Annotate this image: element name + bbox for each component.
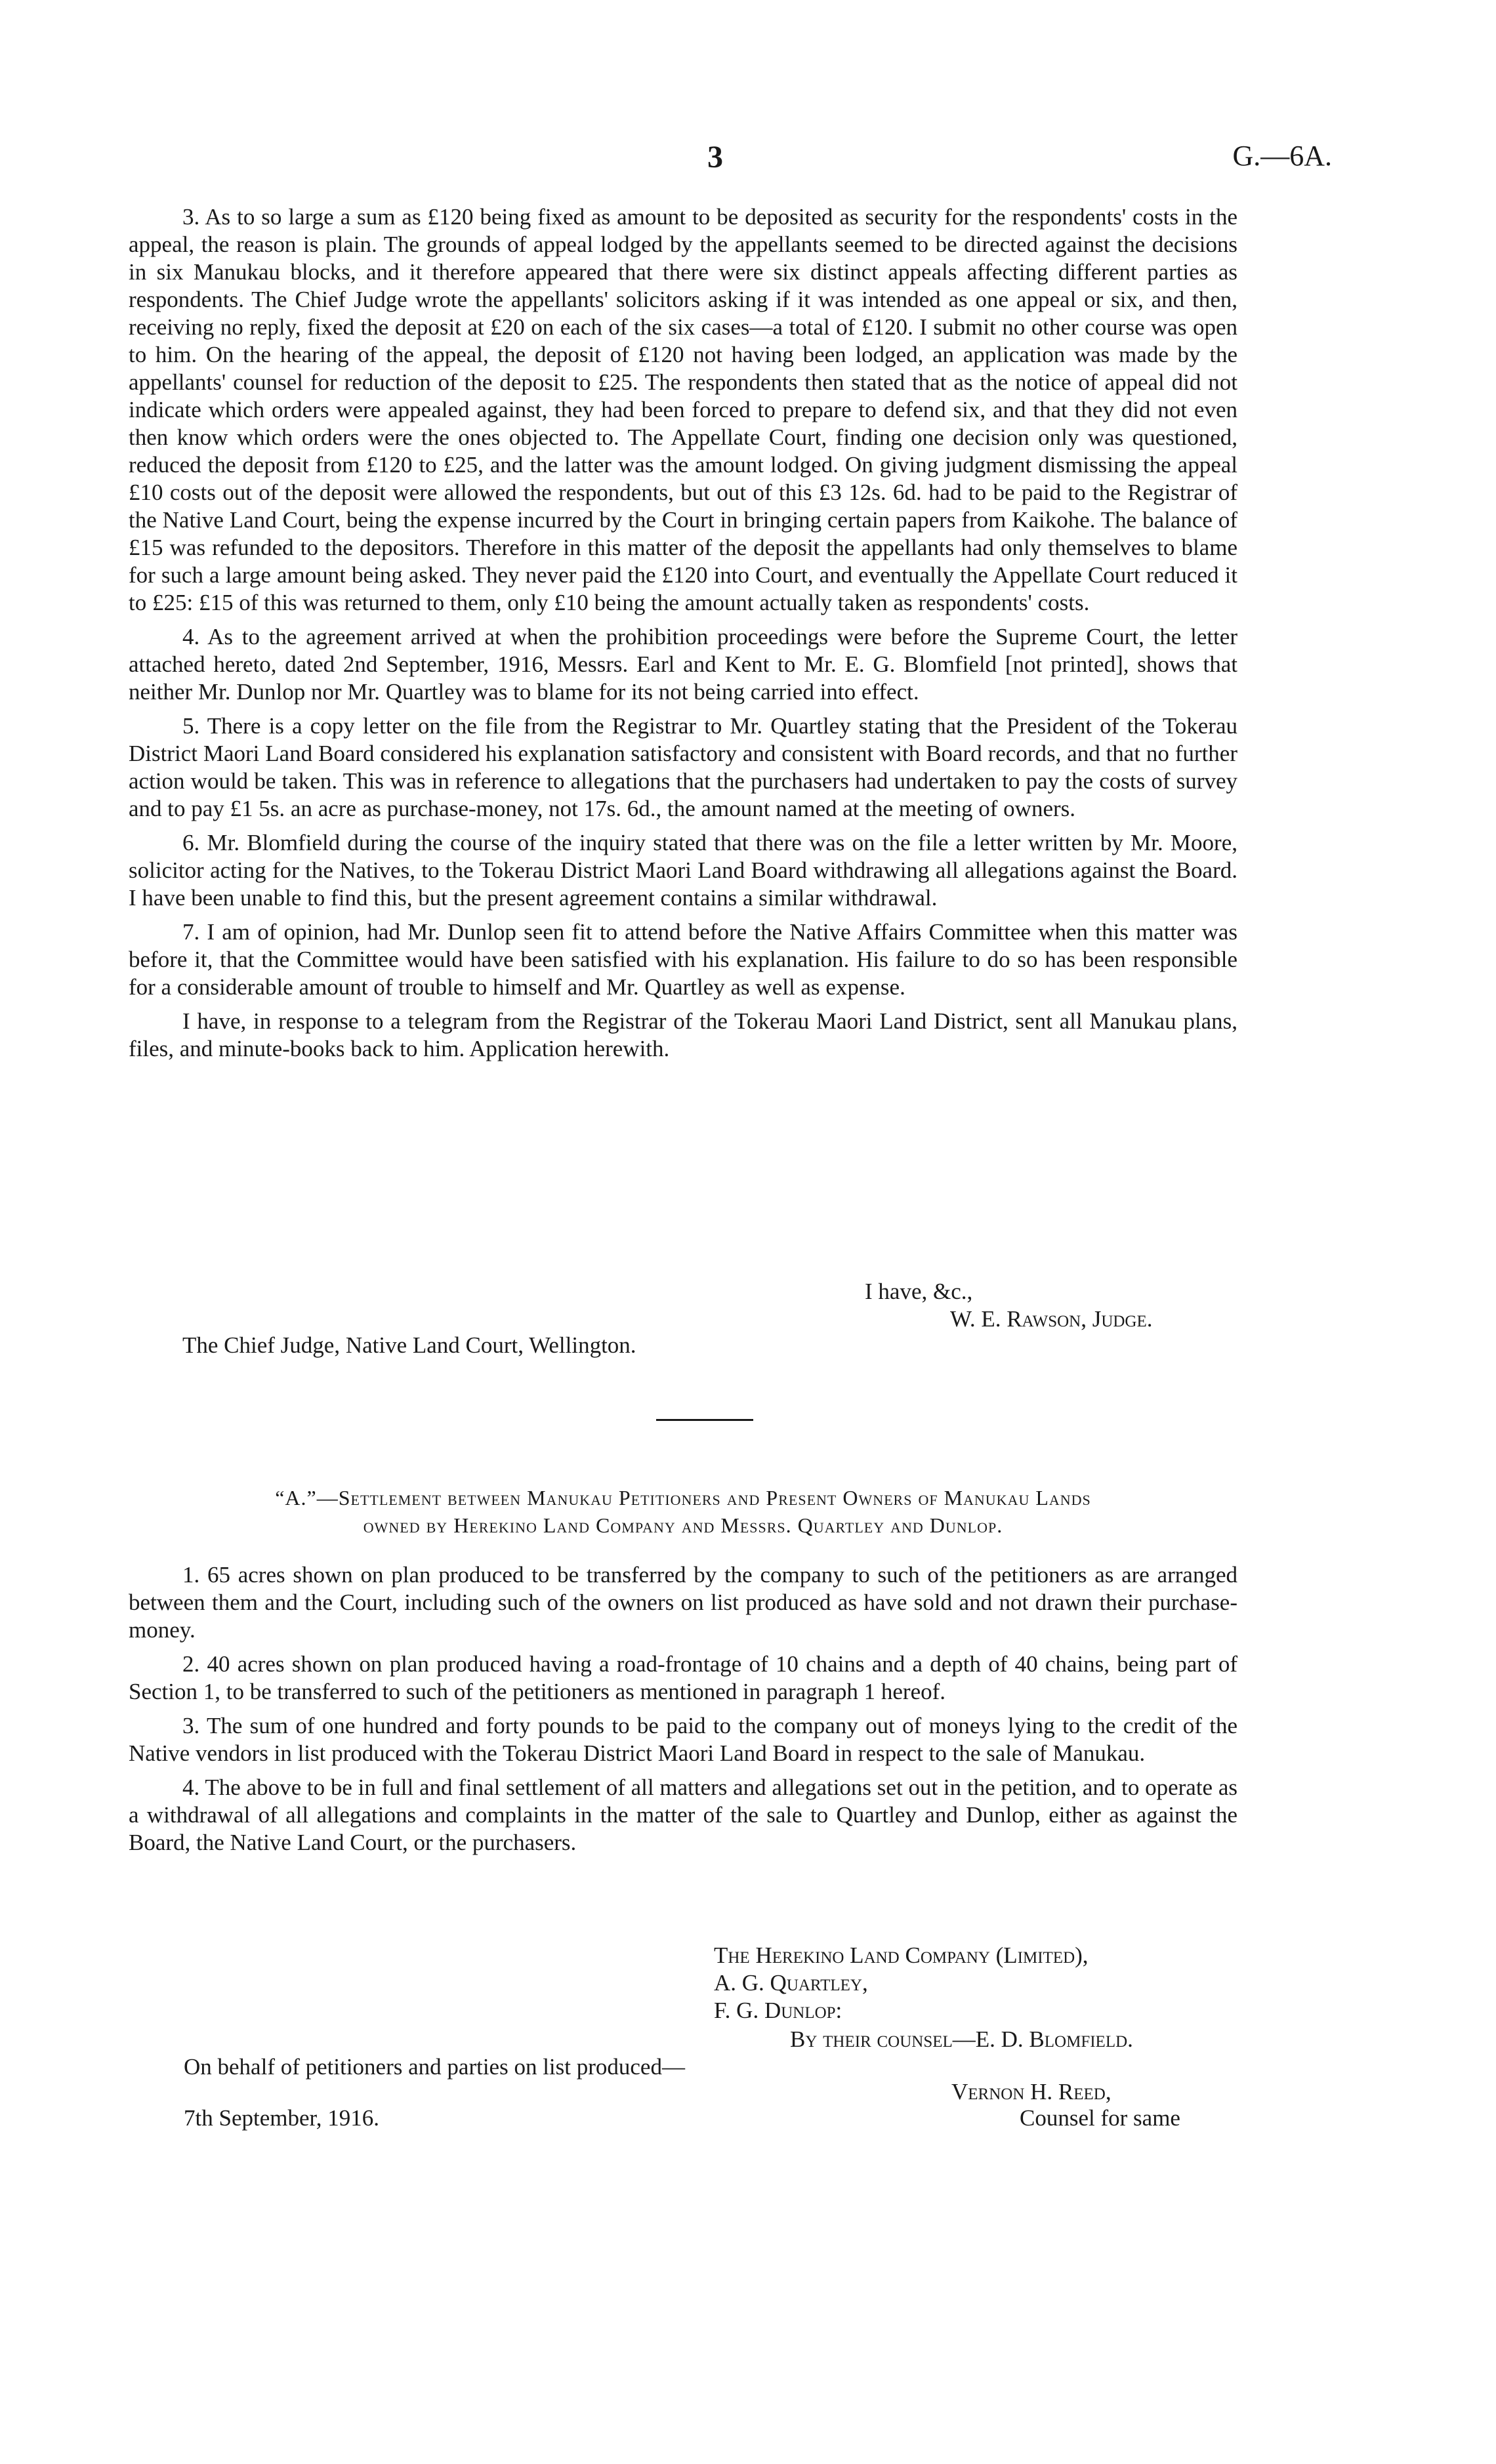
paragraph-6: 6. Mr. Blomfield during the course of the inquiry stated that there was on the file a letter written by Mr. Moore, solicitor acting for the Natives, to the Tokerau District Maori Land Board withdrawing all allegations against the Board. I have been unable to find this, but the present agreement contains a similar withdrawal. xyxy=(129,830,1237,911)
signatory-dunlop: F. G. Dunlop: xyxy=(714,1998,842,2023)
paragraph-response: I have, in response to a telegram from the Registrar of the Tokerau Maori Land District, sent all Manukau plans, files, and minute-books back to him. Application herewith. xyxy=(129,1008,1237,1061)
signatory-company: The Herekino Land Company (Limited), xyxy=(714,1942,1089,1968)
signatory-counsel: By their counsel—E. D. Blomfield. xyxy=(790,2026,1133,2052)
settlement-heading-line-1: “A.”—Settlement between Manukau Petitioners and Present Owners of Manukau Lands xyxy=(275,1486,1091,1509)
settlement-clause-3: 3. The sum of one hundred and forty pounds to be paid to the company out of moneys lying to the credit of the Native vendors in list produced with the Tokerau District Maori Land Board in respect to the sale of Manukau. xyxy=(129,1713,1237,1766)
settlement-body xyxy=(129,1561,1237,1857)
letter-body xyxy=(129,203,1237,1063)
settlement-clause-4: 4. The above to be in full and final settlement of all matters and allegations set out in the petition, and to operate as a withdrawal of all allegations and complaints in the matter of the sale to Quartley and Dunlop, either as against the Board, the Native Land Court, or the purchasers. xyxy=(129,1775,1237,1855)
letter-closing: I have, &c., xyxy=(865,1279,973,1304)
paragraph-4: 4. As to the agreement arrived at when the prohibition proceedings were before the Supreme Court, the letter attached hereto, dated 2nd September, 1916, Messrs. Earl and Kent to Mr. E. G. Blomfield [not printed], shows that neither Mr. Dunlop nor Mr. Quartley was to blame for its not being carried into effect. xyxy=(129,624,1237,705)
paragraph-3: 3. As to so large a sum as £120 being fixed as amount to be deposited as security for the respondents' costs in the appeal, the reason is plain. The grounds of appeal lodged by the appellants seemed to be directed against the decisions in six Manukau blocks, and it therefore appeared that there were six distinct appeals affecting different parties as respondents. The Chief Judge wrote the appellants' solicitors asking if it was intended as one appeal or six, and then, receiving no reply, fixed the deposit at £20 on each of the six cases—a total of £120. I submit no other course was open to him. On the hearing of the appeal, the deposit of £120 not having been lodged, an application was made by the appellants' counsel for reduction of the deposit to £25. The respondents then stated that as the notice of appeal did not indicate which orders were appealed against, they had been forced to prepare to defend six, and that they did not even then know which orders were the ones objected to. The Appellate Court, finding one decision only was questioned, reduced the deposit from £120 to £25, and the latter was the amount lodged. On giving judgment dismissing the appeal £10 costs out of the deposit were allowed the respondents, but out of this £3 12s. 6d. had to be paid to the Registrar of the Native Land Court, being the expense incurred by the Court in bringing certain papers from Kaikohe. The balance of £15 was refunded to the depositors. Therefore in this matter of the deposit the appellants had only themselves to blame for such a large amount being asked. They never paid the £120 into Court, and eventually the Appellate Court reduced it to £25: £15 of this was returned to them, only £10 being the amount actually taken as respondents' costs. xyxy=(129,204,1237,615)
page-number: 3 xyxy=(707,140,723,175)
settlement-clause-1: 1. 65 acres shown on plan produced to be transferred by the company to such of the petitioners as are arranged between them and the Court, including such of the owners on list produced as have sold and not drawn their purchase-money. xyxy=(129,1562,1237,1643)
petitioners-behalf-line: On behalf of petitioners and parties on list produced— xyxy=(184,2054,685,2080)
signatory-quartley: A. G. Quartley, xyxy=(714,1970,868,1996)
section-divider xyxy=(656,1419,753,1421)
letter-signature: W. E. Rawson, Judge. xyxy=(950,1306,1153,1332)
paragraph-5: 5. There is a copy letter on the file from the Registrar to Mr. Quartley stating that the President of the Tokerau District Maori Land Board considered his explanation satisfactory and consistent with Board records, and that no further action would be taken. This was in reference to allegations that the purchasers had undertaken to pay the costs of survey and to pay £1 5s. an acre as purchase-money, not 17s. 6d., the amount named at the meeting of owners. xyxy=(129,713,1237,821)
paper-reference: G.—6A. xyxy=(1232,140,1332,172)
settlement-clause-2: 2. 40 acres shown on plan produced having a road-frontage of 10 chains and a depth of 40 chains, being part of Section 1, to be transferred to such of the petitioners as mentioned in paragraph 1 hereof. xyxy=(129,1651,1237,1704)
petitioners-counsel-name: Vernon H. Reed, xyxy=(951,2079,1112,2105)
letter-addressee: The Chief Judge, Native Land Court, Wellington. xyxy=(182,1332,636,1358)
petitioners-counsel-role: Counsel for same xyxy=(1020,2105,1180,2131)
paragraph-7: 7. I am of opinion, had Mr. Dunlop seen fit to attend before the Native Affairs Committee when this matter was before it, that the Committee would have been satisfied with his explanation. His failure to do so has been responsible for a considerable amount of trouble to himself and Mr. Quartley as well as expense. xyxy=(129,919,1237,1000)
settlement-heading-line-2: owned by Herekino Land Company and Messrs. Quartley and Dunlop. xyxy=(363,1513,1003,1537)
settlement-date: 7th September, 1916. xyxy=(184,2105,379,2131)
